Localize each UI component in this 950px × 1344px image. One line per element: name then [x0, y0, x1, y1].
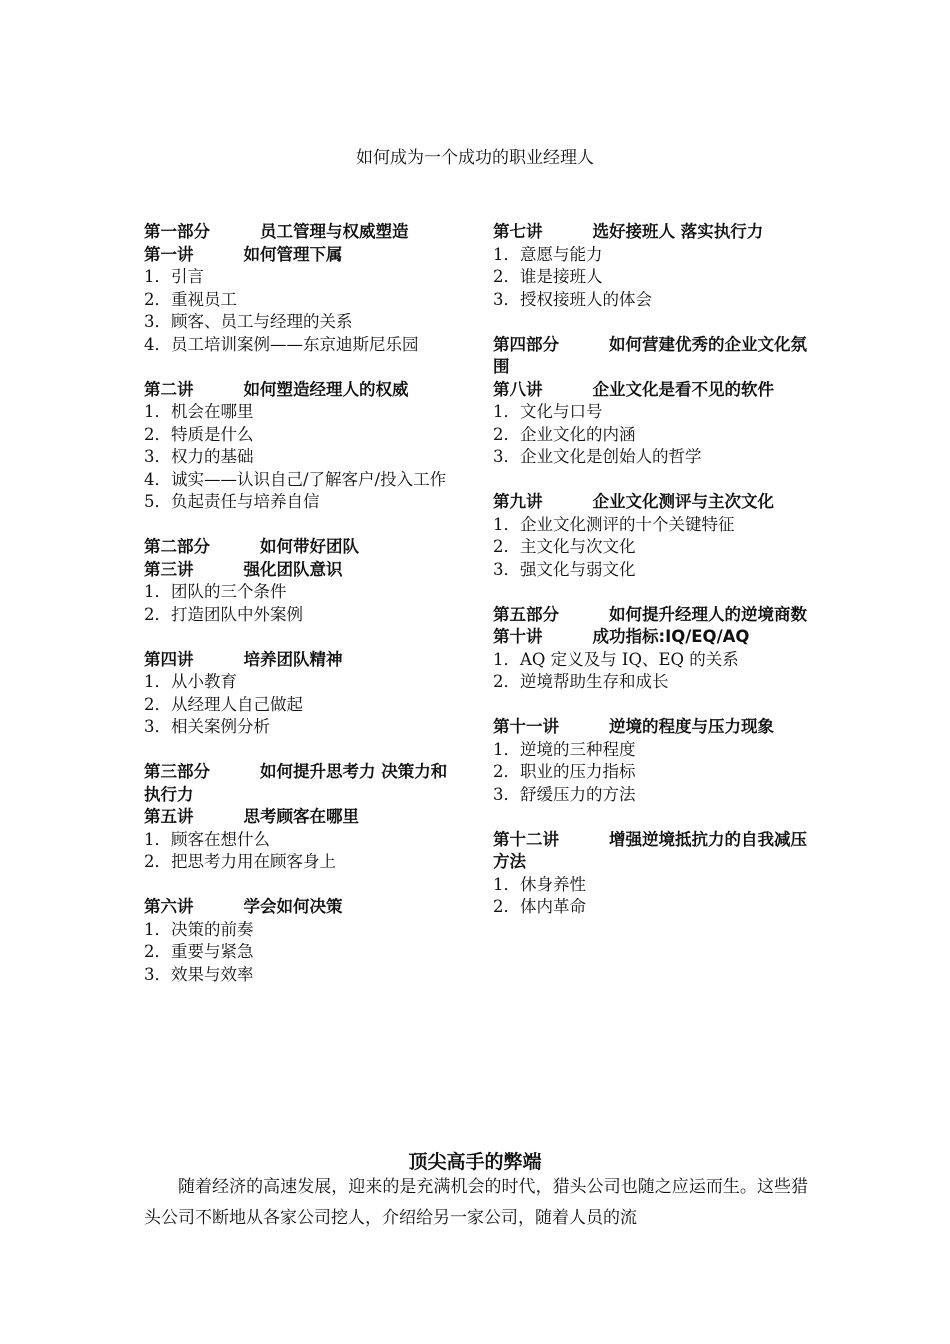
toc-heading-prefix: 第十讲	[493, 627, 543, 646]
toc-item: 4．员工培训案例——东京迪斯尼乐园	[144, 334, 419, 354]
toc-heading	[144, 806, 462, 829]
toc-block	[144, 379, 462, 514]
toc-heading-prefix: 第一部分	[144, 222, 210, 241]
toc-item: 3．顾客、员工与经理的关系	[144, 312, 353, 331]
toc-item: 2．从经理人自己做起	[144, 694, 303, 714]
toc-item: 2．把思考力用在顾客身上	[144, 852, 336, 871]
toc-heading	[144, 244, 462, 267]
toc-item: 5．负起责任与培养自信	[144, 492, 320, 511]
toc-heading-title: 成功指标:IQ/EQ/AQ	[592, 627, 750, 646]
toc-heading	[144, 221, 462, 244]
toc-heading	[144, 559, 462, 582]
toc-heading-title: 企业文化是看不见的软件	[592, 379, 774, 399]
toc-heading-title: 思考顾客在哪里	[243, 807, 359, 826]
toc-item: 3．相关案例分析	[144, 717, 270, 736]
toc-item: 2．主文化与次文化	[493, 537, 636, 556]
toc-heading-title: 强化团队意识	[243, 559, 343, 579]
toc-heading-title: 如何提升思考力 决策力和执行力	[144, 762, 448, 804]
toc-heading-prefix: 第四部分	[493, 334, 559, 354]
toc-heading	[493, 626, 811, 649]
toc-block	[493, 604, 811, 694]
toc-heading-prefix: 第五部分	[493, 604, 559, 624]
toc-heading	[144, 379, 462, 402]
toc-block	[144, 536, 462, 626]
toc-heading-prefix: 第十一讲	[493, 717, 559, 736]
toc-heading-title: 员工管理与权威塑造	[260, 222, 409, 241]
toc-item: 3．权力的基础	[144, 447, 254, 466]
toc-heading	[144, 536, 462, 559]
toc-item: 3．企业文化是创始人的哲学	[493, 447, 702, 466]
toc-block	[144, 896, 462, 986]
toc-heading-prefix: 第六讲	[144, 897, 194, 916]
toc-heading-prefix: 第二部分	[144, 537, 210, 556]
doc-title: 如何成为一个成功的职业经理人	[356, 148, 594, 168]
toc-block	[144, 649, 462, 739]
toc-item: 1．文化与口号	[493, 402, 603, 421]
toc-heading-title: 如何营建优秀的企业文化氛围	[493, 334, 807, 376]
toc-heading-title: 选好接班人 落实执行力	[592, 222, 764, 241]
toc-heading	[144, 761, 462, 806]
section-title: 顶尖高手的弊端	[408, 1151, 542, 1173]
toc-item: 2．重要与紧急	[144, 942, 254, 961]
body-paragraph: 随着经济的高速发展，迎来的是充满机会的时代，猎头公司也随之应运而生。这些猎头公司不断地从各家公司挖人，介绍给另一家公司，随着人员的流	[144, 1177, 808, 1228]
toc-item: 1．引言	[144, 267, 204, 286]
toc-heading-title: 如何管理下属	[243, 244, 343, 264]
toc-heading-prefix: 第八讲	[493, 379, 543, 399]
toc-heading-title: 如何提升经理人的逆境商数	[609, 604, 807, 624]
toc-heading-prefix: 第五讲	[144, 807, 194, 826]
toc-item: 2．体内革命	[493, 897, 586, 916]
toc-heading	[493, 379, 811, 402]
toc-heading-prefix: 第七讲	[493, 222, 543, 241]
toc-item: 3．强文化与弱文化	[493, 559, 636, 579]
toc-item: 1．企业文化测评的十个关键特征	[493, 514, 735, 534]
toc-heading	[144, 896, 462, 919]
toc-item: 2．谁是接班人	[493, 267, 603, 286]
toc-item: 1．意愿与能力	[493, 244, 603, 264]
toc-heading	[493, 716, 811, 739]
toc-heading-prefix: 第三部分	[144, 762, 210, 781]
toc-item: 1．决策的前奏	[144, 919, 254, 939]
toc-heading	[493, 221, 811, 244]
toc-block	[493, 829, 811, 919]
toc-heading-title: 如何塑造经理人的权威	[243, 379, 409, 399]
toc-heading-prefix: 第二讲	[144, 379, 194, 399]
toc-heading-title: 学会如何决策	[243, 897, 343, 916]
toc-heading	[493, 334, 811, 379]
toc-heading-prefix: 第九讲	[493, 492, 543, 511]
toc-block	[493, 221, 811, 311]
toc-block	[144, 761, 462, 874]
toc-left-column	[144, 221, 462, 1009]
toc-block	[493, 491, 811, 581]
toc-item: 3．效果与效率	[144, 964, 254, 984]
toc-heading	[144, 649, 462, 672]
toc-item: 1．团队的三个条件	[144, 582, 287, 601]
toc-heading-prefix: 第十二讲	[493, 829, 559, 849]
toc-item: 2．打造团队中外案例	[144, 604, 303, 624]
toc-item: 3．舒缓压力的方法	[493, 784, 636, 804]
toc-heading-title: 企业文化测评与主次文化	[592, 492, 774, 511]
toc-item: 2．职业的压力指标	[493, 762, 636, 781]
toc-item: 2．企业文化的内涵	[493, 424, 636, 444]
toc-heading	[493, 604, 811, 627]
toc-item: 2．逆境帮助生存和成长	[493, 672, 669, 691]
toc-block	[144, 221, 462, 356]
toc-item: 3．授权接班人的体会	[493, 289, 652, 309]
toc-item: 1．顾客在想什么	[144, 829, 270, 849]
toc-item: 1．机会在哪里	[144, 402, 254, 421]
toc-item: 1．逆境的三种程度	[493, 739, 636, 759]
toc-block	[493, 716, 811, 806]
toc-heading	[493, 829, 811, 874]
toc-heading-prefix: 第三讲	[144, 559, 194, 579]
toc-item: 4．诚实——认识自己/了解客户/投入工作	[144, 469, 447, 489]
toc-item: 1．休身养性	[493, 874, 586, 894]
toc-item: 2．特质是什么	[144, 424, 254, 444]
toc-heading-title: 增强逆境抵抗力的自我减压方法	[493, 829, 807, 871]
toc-heading-title: 培养团队精神	[243, 649, 343, 669]
toc-heading-prefix: 第一讲	[144, 244, 194, 264]
toc-item: 2．重视员工	[144, 289, 237, 309]
toc-heading	[493, 491, 811, 514]
toc-block	[493, 334, 811, 469]
toc-heading-title: 逆境的程度与压力现象	[609, 717, 774, 736]
toc-heading-title: 如何带好团队	[260, 537, 359, 556]
toc-item: 1．从小教育	[144, 672, 237, 691]
toc-item: 1．AQ 定义及与 IQ、EQ 的关系	[493, 649, 739, 669]
toc-right-column	[493, 221, 811, 941]
toc-heading-prefix: 第四讲	[144, 649, 194, 669]
